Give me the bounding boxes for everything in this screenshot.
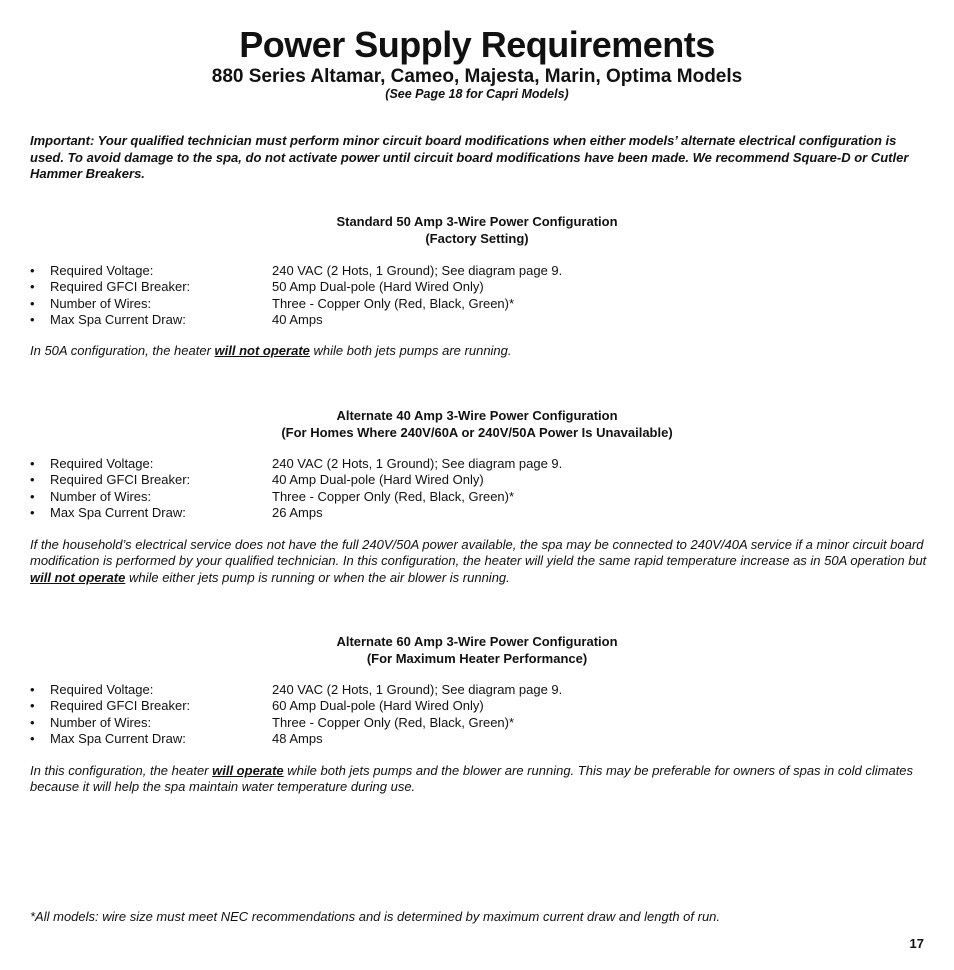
spec-label: Required Voltage: xyxy=(50,456,154,471)
spec-row xyxy=(30,296,930,312)
section-heading-subtitle: (For Maximum Heater Performance) xyxy=(366,650,588,666)
spec-label: Required Voltage: xyxy=(50,682,154,697)
spec-label: Max Spa Current Draw: xyxy=(50,311,186,327)
bullet: • xyxy=(30,698,35,714)
spec-label: Number of Wires: xyxy=(50,714,152,730)
section-note-40a xyxy=(30,537,930,586)
section-heading-title: Alternate 60 Amp 3-Wire Power Configuration xyxy=(336,634,618,649)
spec-label: Max Spa Current Draw: xyxy=(50,504,186,520)
bullet: • xyxy=(30,456,35,471)
spec-value: 50 Amp Dual-pole (Hard Wired Only) xyxy=(272,279,484,295)
section-heading-50a xyxy=(0,214,954,247)
spec-row xyxy=(30,682,930,698)
section-heading-60a xyxy=(0,634,954,667)
spec-value: Three - Copper Only (Red, Black, Green)* xyxy=(272,488,515,504)
spec-value: 60 Amp Dual-pole (Hard Wired Only) xyxy=(272,698,484,714)
spec-label: Required Voltage: xyxy=(50,263,154,278)
spec-label: Max Spa Current Draw: xyxy=(50,730,186,746)
spec-row xyxy=(30,698,930,714)
spec-label: Required GFCI Breaker: xyxy=(50,698,191,714)
bullet: • xyxy=(30,472,35,488)
page-subtitle: 880 Series Altamar, Cameo, Majesta, Marin, Optima Models xyxy=(211,66,743,87)
section-note-50a xyxy=(30,343,930,359)
spec-list-60a xyxy=(30,682,930,747)
spec-value: 240 VAC (2 Hots, 1 Ground); See diagram page 9. xyxy=(272,456,563,471)
spec-value: Three - Copper Only (Red, Black, Green)* xyxy=(272,295,515,311)
spec-label: Required GFCI Breaker: xyxy=(50,279,191,295)
bullet: • xyxy=(30,682,35,697)
spec-label: Required GFCI Breaker: xyxy=(50,472,191,488)
bullet: • xyxy=(30,488,35,504)
section-heading-title: Alternate 40 Amp 3-Wire Power Configuration xyxy=(336,408,618,423)
spec-row xyxy=(30,731,930,747)
bullet: • xyxy=(30,730,35,746)
spec-row xyxy=(30,472,930,488)
spec-row xyxy=(30,279,930,295)
spec-row xyxy=(30,456,930,472)
section-heading-40a xyxy=(0,408,954,441)
footnote: *All models: wire size must meet NEC recommendations and is determined by maximum current draw and length of run. xyxy=(30,909,721,924)
note-emphasis: will not operate xyxy=(214,343,310,358)
spec-value: 240 VAC (2 Hots, 1 Ground); See diagram page 9. xyxy=(272,263,563,278)
section-note-60a xyxy=(30,763,930,796)
bullet: • xyxy=(30,279,35,295)
bullet: • xyxy=(30,295,35,311)
see-page-note: (See Page 18 for Capri Models) xyxy=(385,87,569,101)
note-text: while both jets pumps and the blower are running. This may be preferable for owners of spas in cold climates because it will help the spa maintain water temperature during use. xyxy=(30,763,914,795)
note-text: In 50A configuration, the heater xyxy=(30,343,215,358)
note-emphasis: will not operate xyxy=(30,569,126,585)
note-text: In this configuration, the heater xyxy=(30,763,213,778)
spec-row xyxy=(30,263,930,279)
spec-list-40a xyxy=(30,456,930,521)
page-number: 17 xyxy=(909,936,924,951)
spec-label: Number of Wires: xyxy=(50,295,152,311)
spec-value: 48 Amps xyxy=(272,730,323,746)
bullet: • xyxy=(30,504,35,520)
spec-value: 240 VAC (2 Hots, 1 Ground); See diagram page 9. xyxy=(272,682,563,697)
section-heading-subtitle: (For Homes Where 240V/60A or 240V/50A Power Is Unavailable) xyxy=(281,424,673,440)
spec-value: 40 Amp Dual-pole (Hard Wired Only) xyxy=(272,472,484,488)
spec-row xyxy=(30,505,930,521)
note-text: while either jets pump is running or when the air blower is running. xyxy=(125,569,510,585)
note-text: If the household’s electrical service does not have the full 240V/50A power available, the spa may be connected to 240V/40A service if a minor circuit board modification is performed by your qualified technician. In this configuration, the heater will yield the same rapid temperature increase as in 50A operation but xyxy=(30,537,927,569)
page-title: Power Supply Requirements xyxy=(239,24,715,65)
section-heading-subtitle: (Factory Setting) xyxy=(425,230,529,246)
spec-list-50a xyxy=(30,263,930,328)
spec-value: Three - Copper Only (Red, Black, Green)* xyxy=(272,714,515,730)
bullet: • xyxy=(30,311,35,327)
spec-label: Number of Wires: xyxy=(50,488,152,504)
spec-value: 26 Amps xyxy=(272,504,323,520)
note-text: while both jets pumps are running. xyxy=(309,343,512,358)
spec-row xyxy=(30,715,930,731)
bullet: • xyxy=(30,714,35,730)
spec-row xyxy=(30,489,930,505)
section-heading-title: Standard 50 Amp 3-Wire Power Configuration xyxy=(336,214,618,229)
spec-value: 40 Amps xyxy=(272,311,323,327)
important-notice: Important: Your qualified technician must perform minor circuit board modifications when either models’ alternate electrical configuration is used. To avoid damage to the spa, do not activate power until circuit board modifications have been made. We recommend Square-D or Cutler Hammer Breakers. xyxy=(30,133,909,181)
spec-row xyxy=(30,312,930,328)
bullet: • xyxy=(30,263,35,278)
note-emphasis: will operate xyxy=(212,763,284,778)
